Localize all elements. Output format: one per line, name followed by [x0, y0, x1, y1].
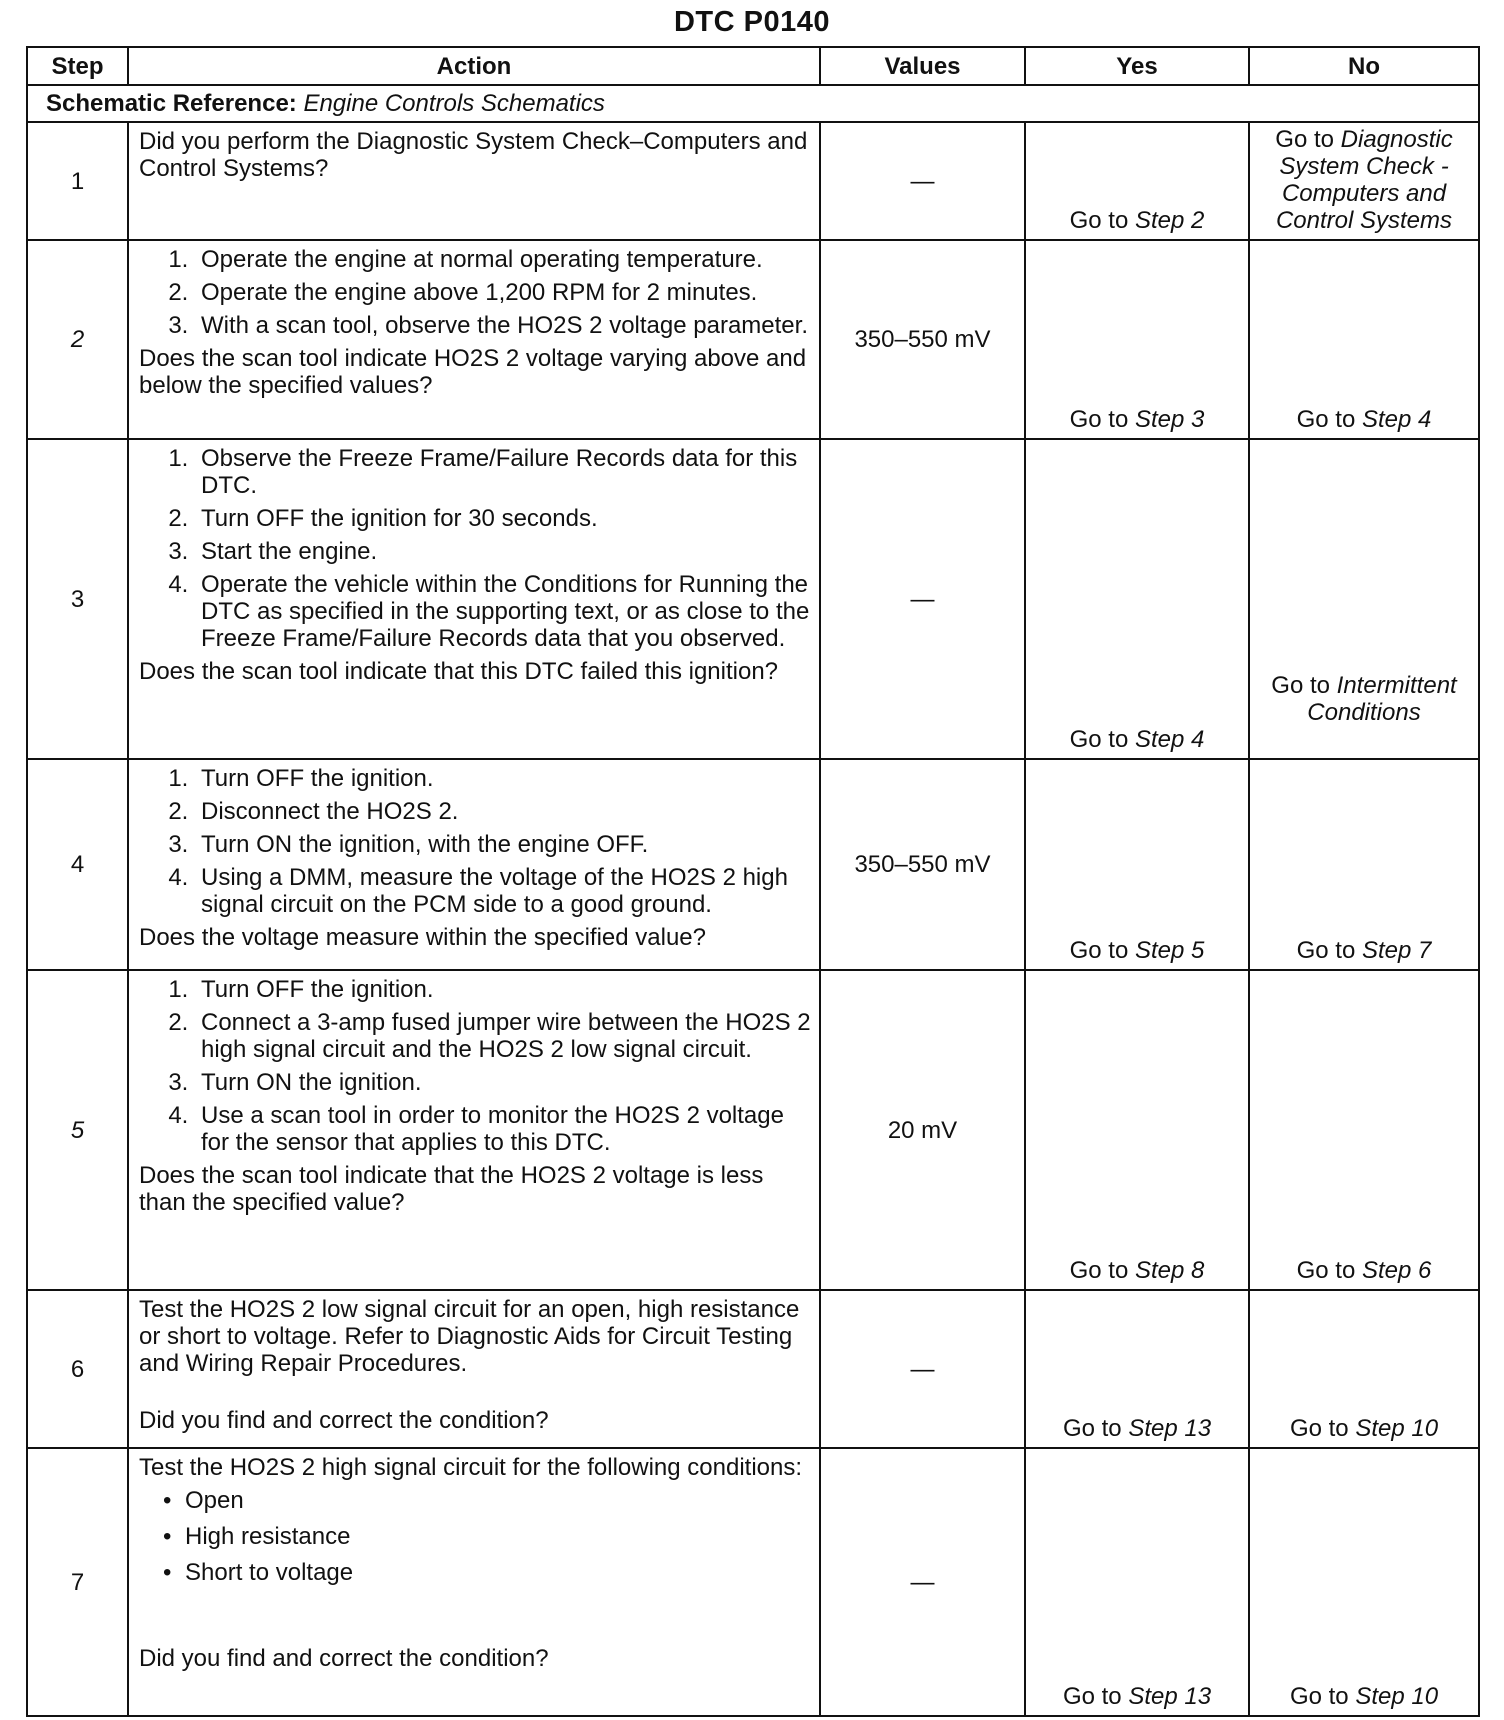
condition-item: • Open	[185, 1487, 811, 1514]
value-cell: —	[820, 1448, 1025, 1716]
page-title: DTC P0140	[673, 6, 830, 38]
yes-step-ref: Step 13	[1128, 1683, 1212, 1710]
value-cell: 350–550 mV	[820, 759, 1025, 970]
action-steps	[139, 445, 811, 652]
yes-cell	[1025, 759, 1249, 970]
action-cell	[128, 1290, 820, 1448]
no-cell	[1249, 122, 1479, 240]
no-step-ref: Step 6	[1361, 1257, 1432, 1284]
action-question: Does the scan tool indicate that this DTC failed this ignition?	[139, 658, 779, 685]
action-step: 1. Turn OFF the ignition.	[195, 765, 811, 792]
diagnostic-table	[26, 46, 1480, 1717]
no-step-ref: Step 10	[1355, 1415, 1439, 1442]
go-to-label: Go to	[1062, 1683, 1122, 1710]
yes-step-ref: Step 5	[1134, 937, 1205, 964]
go-to-label: Go to	[1271, 672, 1330, 699]
action-step: 3. Turn ON the ignition.	[195, 1069, 811, 1096]
value-cell: —	[820, 439, 1025, 759]
step-number: 7	[27, 1448, 128, 1716]
yes-cell	[1025, 970, 1249, 1290]
go-to-label: Go to	[1069, 406, 1129, 433]
action-step: 4. Using a DMM, measure the voltage of the HO2S 2 high signal circuit on the PCM side to a good ground.	[195, 864, 811, 918]
action-cell	[128, 439, 820, 759]
action-steps	[139, 976, 811, 1156]
action-step: 3. Turn ON the ignition, with the engine OFF.	[195, 831, 811, 858]
table-row	[27, 1290, 1479, 1448]
go-to-label: Go to	[1069, 937, 1129, 964]
action-step: 4. Operate the vehicle within the Conditions for Running the DTC as specified in the supporting text, or as close to the Freeze Frame/Failure Records data that you observed.	[195, 571, 811, 652]
yes-cell	[1025, 240, 1249, 439]
action-step: 2. Operate the engine above 1,200 RPM for 2 minutes.	[195, 279, 811, 306]
header-yes: Yes	[1025, 47, 1249, 85]
action-steps	[139, 246, 811, 339]
yes-step-ref: Step 3	[1134, 406, 1205, 433]
no-step-ref: Step 4	[1361, 406, 1432, 433]
header-no: No	[1249, 47, 1479, 85]
action-step: 3. Start the engine.	[195, 538, 811, 565]
go-to-label: Go to	[1275, 126, 1334, 153]
table-row	[27, 122, 1479, 240]
action-question: Did you find and correct the condition?	[139, 1407, 549, 1434]
value-cell: —	[820, 122, 1025, 240]
schematic-reference-row	[27, 85, 1479, 122]
yes-step-ref: Step 13	[1128, 1415, 1212, 1442]
action-text: Test the HO2S 2 high signal circuit for the following conditions:	[139, 1454, 803, 1481]
yes-cell	[1025, 122, 1249, 240]
yes-cell	[1025, 439, 1249, 759]
action-steps	[139, 765, 811, 918]
action-step: 1. Turn OFF the ignition.	[195, 976, 811, 1003]
header-values: Values	[820, 47, 1025, 85]
no-cell	[1249, 1290, 1479, 1448]
value-cell: 350–550 mV	[820, 240, 1025, 439]
table-row	[27, 439, 1479, 759]
step-number: 6	[27, 1290, 128, 1448]
go-to-label: Go to	[1296, 406, 1356, 433]
yes-step-ref: Step 8	[1134, 1257, 1205, 1284]
header-step: Step	[27, 47, 128, 85]
action-step: 4. Use a scan tool in order to monitor the HO2S 2 voltage for the sensor that applies to this DTC.	[195, 1102, 811, 1156]
step-number: 5	[27, 970, 128, 1290]
no-target-ref: Intermittent Conditions	[1307, 672, 1457, 726]
table-row	[27, 970, 1479, 1290]
step-number: 3	[27, 439, 128, 759]
no-cell	[1249, 439, 1479, 759]
action-step: 3. With a scan tool, observe the HO2S 2 voltage parameter.	[195, 312, 811, 339]
table-row	[27, 759, 1479, 970]
action-cell	[128, 240, 820, 439]
header-row	[27, 47, 1479, 85]
action-step: 1. Operate the engine at normal operating temperature.	[195, 246, 811, 273]
action-cell	[128, 122, 820, 240]
action-question: Did you find and correct the condition?	[139, 1645, 549, 1672]
condition-item: • High resistance	[185, 1523, 811, 1550]
condition-item: • Short to voltage	[185, 1559, 811, 1586]
yes-cell	[1025, 1448, 1249, 1716]
action-step: 2. Turn OFF the ignition for 30 seconds.	[195, 505, 811, 532]
go-to-label: Go to	[1069, 1257, 1129, 1284]
action-step: 2. Disconnect the HO2S 2.	[195, 798, 811, 825]
no-step-ref: Step 10	[1355, 1683, 1439, 1710]
action-cell	[128, 759, 820, 970]
go-to-label: Go to	[1062, 1415, 1122, 1442]
step-number: 2	[27, 240, 128, 439]
go-to-label: Go to	[1289, 1683, 1349, 1710]
go-to-label: Go to	[1296, 1257, 1356, 1284]
no-cell	[1249, 970, 1479, 1290]
action-question: Does the scan tool indicate that the HO2S 2 voltage is less than the specified value?	[139, 1162, 764, 1216]
yes-step-ref: Step 4	[1134, 726, 1205, 753]
go-to-label: Go to	[1069, 207, 1129, 234]
action-step: 2. Connect a 3-amp fused jumper wire between the HO2S 2 high signal circuit and the HO2S 2 low signal circuit.	[195, 1009, 811, 1063]
action-step: 1. Observe the Freeze Frame/Failure Records data for this DTC.	[195, 445, 811, 499]
schematic-reference-link: Engine Controls Schematics	[303, 90, 605, 117]
action-cell	[128, 970, 820, 1290]
go-to-label: Go to	[1069, 726, 1129, 753]
table-row	[27, 240, 1479, 439]
go-to-label: Go to	[1296, 937, 1356, 964]
go-to-label: Go to	[1289, 1415, 1349, 1442]
schematic-reference-label: Schematic Reference:	[46, 90, 297, 117]
condition-list	[139, 1487, 811, 1586]
no-cell	[1249, 759, 1479, 970]
no-cell	[1249, 1448, 1479, 1716]
yes-step-ref: Step 2	[1134, 207, 1205, 234]
schematic-reference	[27, 85, 1479, 122]
no-step-ref: Step 7	[1361, 937, 1432, 964]
value-cell: —	[820, 1290, 1025, 1448]
no-target-ref: Diagnostic System Check - Computers and Control Systems	[1275, 126, 1453, 234]
no-cell	[1249, 240, 1479, 439]
header-action: Action	[128, 47, 820, 85]
value-cell: 20 mV	[820, 970, 1025, 1290]
action-question: Does the voltage measure within the specified value?	[139, 924, 706, 951]
step-number: 1	[27, 122, 128, 240]
table-row	[27, 1448, 1479, 1716]
action-text: Test the HO2S 2 low signal circuit for an open, high resistance or short to voltage. Refer to Diagnostic Aids for Circuit Testing and Wiring Repair Procedures.	[139, 1296, 800, 1377]
action-cell	[128, 1448, 820, 1716]
yes-cell	[1025, 1290, 1249, 1448]
action-text: Did you perform the Diagnostic System Check–Computers and Control Systems?	[139, 128, 808, 182]
action-question: Does the scan tool indicate HO2S 2 voltage varying above and below the specified values?	[139, 345, 807, 399]
step-number: 4	[27, 759, 128, 970]
